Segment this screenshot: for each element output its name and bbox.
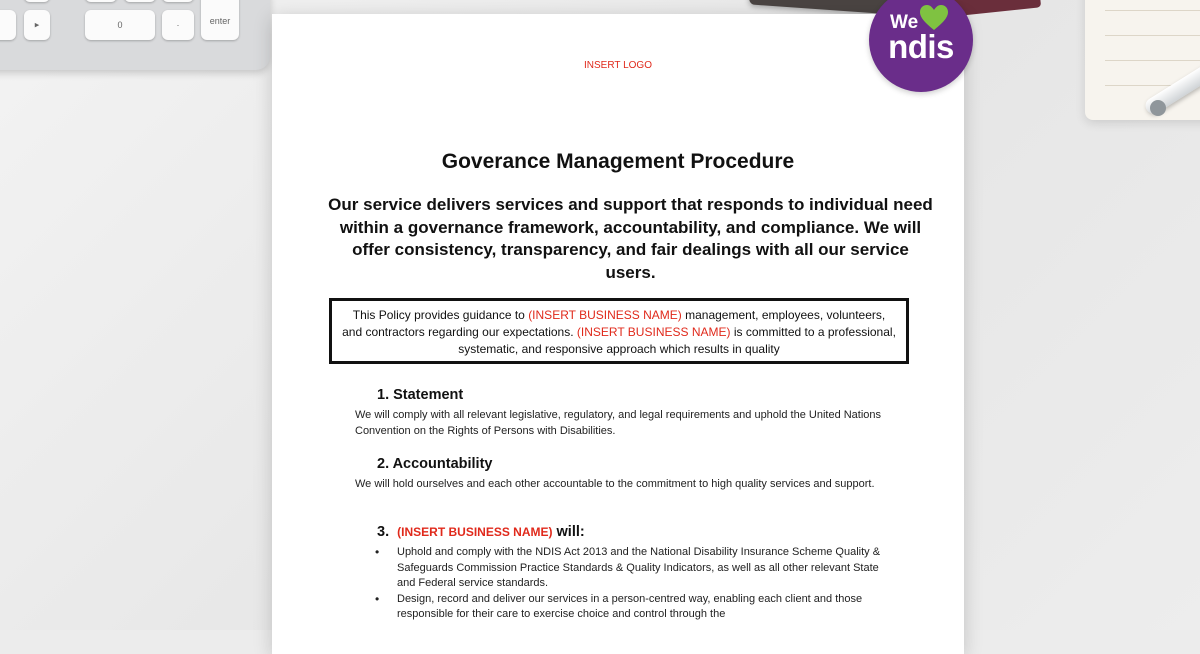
section-heading-business [377, 524, 585, 540]
keyboard-key [162, 0, 194, 2]
keyboard-key [124, 0, 156, 2]
notebook [1085, 0, 1200, 120]
list-item: • Uphold and comply with the NDIS Act 2013 and the National Disability Insurance Scheme Quality & Safeguards Commission Practice Standards & Quality Indicators, as well as all other relevant State and Federal service standards. [375, 545, 885, 592]
section-body-statement: We will comply with all relevant legislative, regulatory, and legal requirements and uphold the United Nations Convention on the Rights of Persons with Disabilities. [355, 409, 882, 437]
badge-brand-text: ndis [888, 28, 954, 65]
section-number: 3. [377, 524, 390, 540]
keyboard [0, 0, 270, 70]
business-name-placeholder: (INSERT BUSINESS NAME) [528, 308, 682, 322]
document-page [272, 14, 964, 654]
keyboard-key-enter: enter [201, 0, 239, 40]
section-suffix: will: [552, 524, 585, 540]
document-title: Goverance Management Procedure [441, 150, 795, 173]
business-name-placeholder: (INSERT BUSINESS NAME) [576, 325, 731, 339]
section-body-accountability: We will hold ourselves and each other accountable to the commitment to high quality services and support. [355, 478, 875, 490]
keyboard-key [85, 0, 117, 2]
policy-text: is committed to a professional, systematic, and responsive approach which results in quality [458, 325, 896, 356]
policy-text: management, employees, volunteers, and contractors regarding our expectations. [342, 308, 886, 339]
policy-text: This Policy provides guidance to [352, 308, 529, 322]
logo-placeholder: INSERT LOGO [584, 60, 652, 71]
list-item: • Design, record and deliver our services in a person-centred way, enabling each client and those responsible for their care to exercise choice and control through the [375, 592, 885, 623]
badge-we-text: We [890, 12, 919, 33]
keyboard-key [24, 0, 50, 2]
pen-tip [1150, 100, 1166, 116]
keyboard-key [0, 10, 16, 40]
keyboard-key-zero: 0 [85, 10, 155, 40]
section-heading-accountability: 2. Accountability [377, 456, 493, 472]
keyboard-key-period: · [162, 10, 194, 40]
policy-box [329, 298, 909, 364]
keyboard-key: ▸ [24, 10, 50, 40]
document-subtitle: Our service delivers services and support that responds to individual need within a governance framework, accountability, and compliance. We will offer consistency, transparency, and fair dealings with all our service users. [328, 195, 933, 282]
business-name-placeholder: (INSERT BUSINESS NAME) [397, 525, 553, 539]
bullet-list [375, 545, 885, 623]
section-heading-statement: 1. Statement [377, 387, 464, 403]
